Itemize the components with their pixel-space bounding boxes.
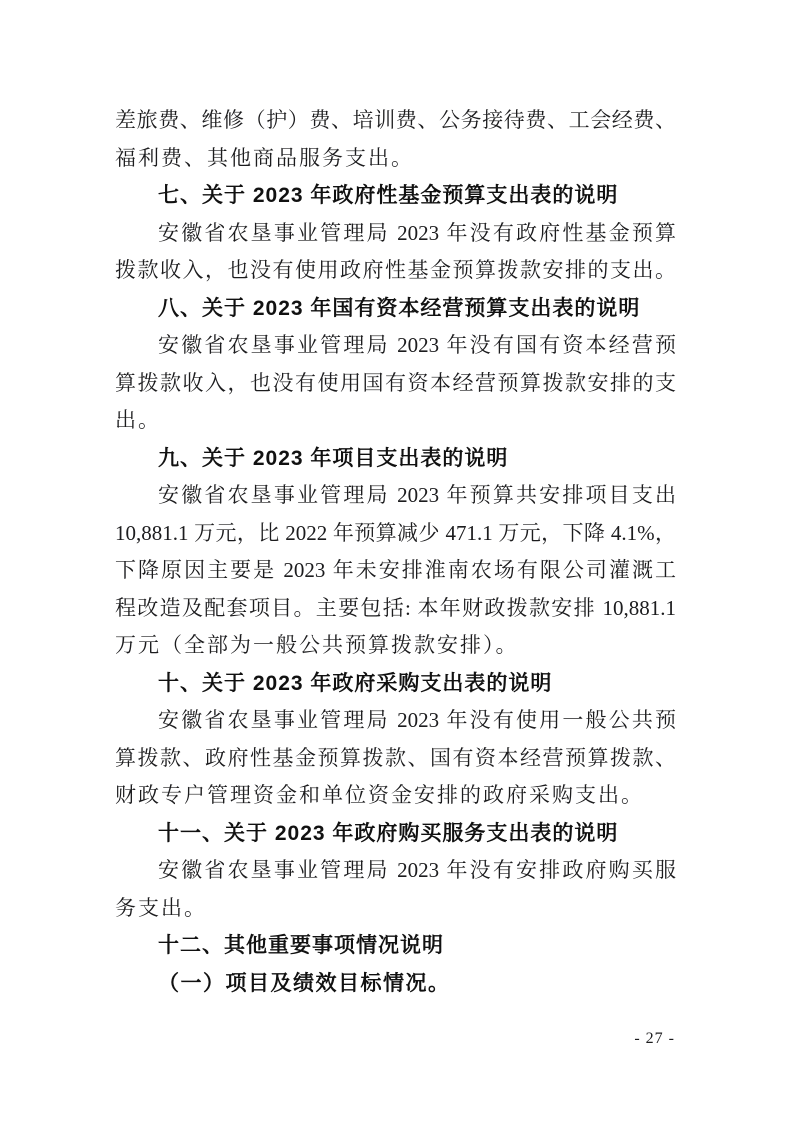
section-heading-12: 十二、其他重要事项情况说明 (158, 934, 444, 957)
paragraph-line: 程改造及配套项目。主要包括: 本年财政拨款安排 10,881.1 (115, 595, 676, 620)
paragraph-line: 10,881.1 万元，比 2022 年预算减少 471.1 万元，下降 4.1%， (115, 520, 676, 545)
paragraph-line: 财政专户管理资金和单位资金安排的政府采购支出。 (115, 783, 644, 807)
section-heading-10: 十、关于 2023 年政府采购支出表的说明 (158, 671, 553, 695)
document-text-block (115, 102, 676, 1002)
paragraph-line: 安徽省农垦事业管理局 2023 年没有安排政府购买服 (158, 858, 676, 882)
paragraph-line: 务支出。 (115, 895, 207, 920)
subsection-heading-1: （一）项目及绩效目标情况。 (158, 970, 451, 995)
paragraph-line: 算拨款、政府性基金预算拨款、国有资本经营预算拨款、 (115, 745, 676, 770)
paragraph-line: 算拨款收入，也没有使用国有资本经营预算拨款安排的支 (115, 370, 676, 395)
paragraph-line: 安徽省农垦事业管理局 2023 年没有使用一般公共预 (158, 708, 676, 732)
paragraph-line: 福利费、其他商品服务支出。 (115, 145, 414, 170)
section-heading-11: 十一、关于 2023 年政府购买服务支出表的说明 (158, 821, 619, 845)
paragraph-line: 拨款收入，也没有使用政府性基金预算拨款安排的支出。 (115, 258, 676, 282)
section-heading-7: 七、关于 2023 年政府性基金预算支出表的说明 (158, 184, 619, 207)
page-number: - 27 - (634, 1030, 675, 1047)
paragraph-line: 安徽省农垦事业管理局 2023 年预算共安排项目支出 (158, 483, 676, 507)
paragraph-line: 安徽省农垦事业管理局 2023 年没有国有资本经营预 (158, 333, 676, 357)
paragraph-line: 万元（全部为一般公共预算拨款安排）。 (115, 633, 519, 657)
section-heading-9: 九、关于 2023 年项目支出表的说明 (158, 446, 509, 470)
section-heading-8: 八、关于 2023 年国有资本经营预算支出表的说明 (158, 296, 641, 320)
paragraph-line: 出。 (115, 408, 161, 432)
paragraph-line: 差旅费、维修（护）费、培训费、公务接待费、工会经费、 (115, 108, 676, 132)
paragraph-line: 下降原因主要是 2023 年未安排淮南农场有限公司灌溉工 (115, 558, 676, 582)
paragraph-line: 安徽省农垦事业管理局 2023 年没有政府性基金预算 (158, 220, 676, 245)
